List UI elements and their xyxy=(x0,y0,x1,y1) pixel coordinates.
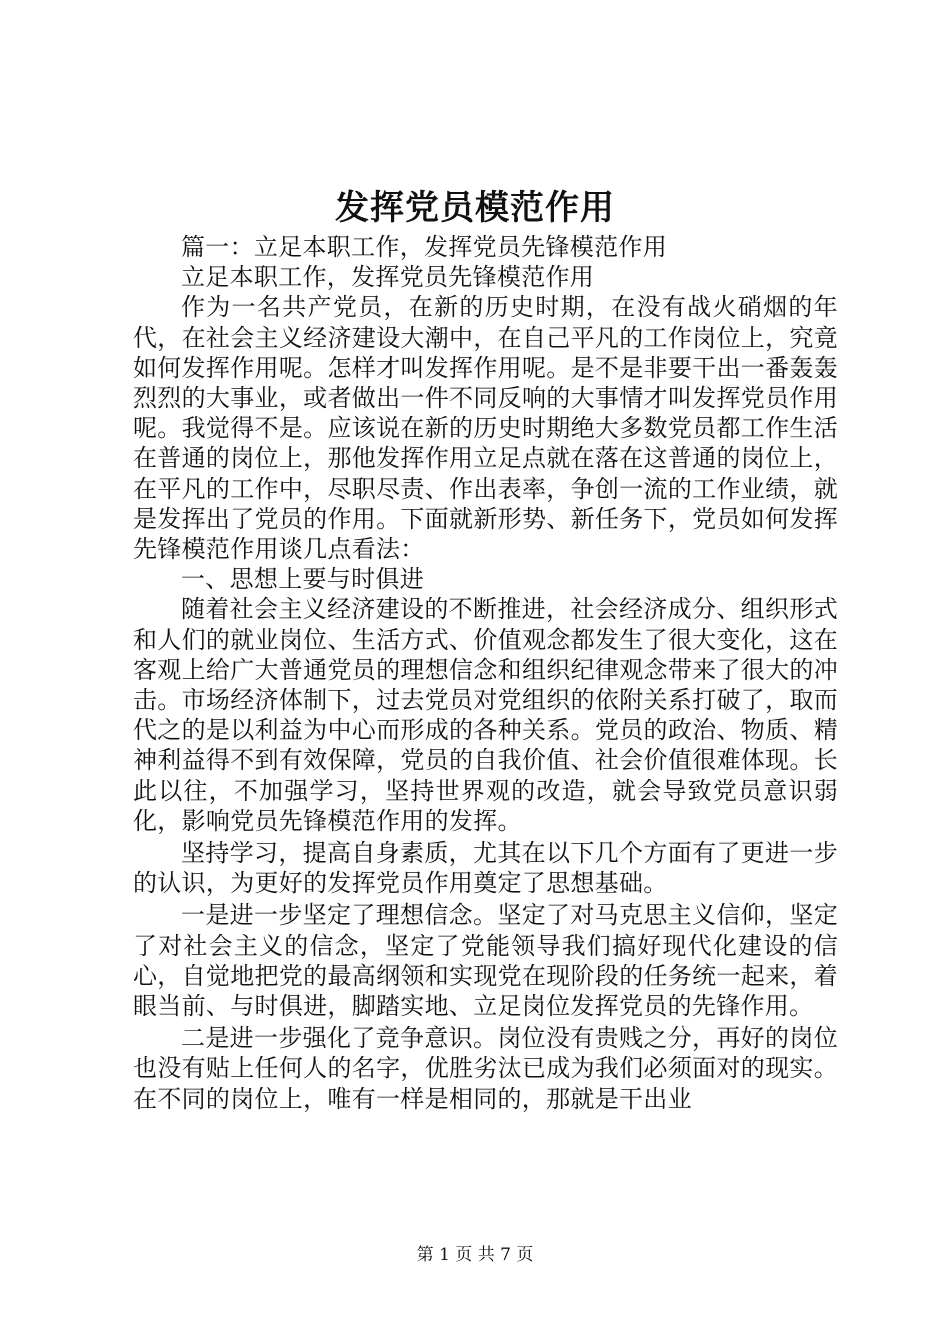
document-title: 发挥党员模范作用 xyxy=(335,188,615,228)
paragraph-point-2: 二是进一步强化了竞争意识。岗位没有贵贱之分，再好的岗位也没有贴上任何人的名字，优胜劣汰已成为我们必须面对的现实。在不同的岗位上，唯有一样是相同的，那就是干出业 xyxy=(133,1024,838,1113)
paragraph-section-1: 随着社会主义经济建设的不断推进，社会经济成分、组织形式和人们的就业岗位、生活方式、价值观念都发生了很大变化，这在客观上给广大普通党员的理想信念和组织纪律观念带来了很大的冲击。市场经济体制下，过去党员对党组织的依附关系打破了，取而代之的是以利益为中心而形成的各种关系。党员的政治、物质、精神利益得不到有效保障，党员的自我价值、社会价值很难体现。长此以往，不加强学习，坚持世界观的改造，就会导致党员意识弱化，影响党员先锋模范作用的发挥。 xyxy=(133,595,838,835)
paragraph-subtitle: 立足本职工作，发挥党员先锋模范作用 xyxy=(181,263,595,292)
paragraph-intro: 作为一名共产党员，在新的历史时期，在没有战火硝烟的年代，在社会主义经济建设大潮中，在自己平凡的工作岗位上，究竟如何发挥作用呢。怎样才叫发挥作用呢。是不是非要干出一番轰轰烈烈的大事业，或者做出一件不同反响的大事情才叫发挥党员作用呢。我觉得不是。应该说在新的历史时期绝大多数党员都工作生活在普通的岗位上，那他发挥作用立足点就在落在这普通的岗位上，在平凡的工作中，尽职尽责、作出表率，争创一流的工作业绩，就是发挥出了党员的作用。下面就新形势、新任务下，党员如何发挥先锋模范作用谈几点看法： xyxy=(133,293,838,564)
section-heading-1: 一、思想上要与时俱进 xyxy=(181,565,424,594)
document-body xyxy=(133,232,838,1114)
paragraph-point-1: 一是进一步坚定了理想信念。坚定了对马克思主义信仰，坚定了对社会主义的信念，坚定了党能领导我们搞好现代化建设的信心，自觉地把党的最高纲领和实现党在现阶段的任务统一起来，着眼当前、与时俱进，脚踏实地、立足岗位发挥党员的先锋作用。 xyxy=(133,901,838,1021)
page-footer: 第 1 页 共 7 页 xyxy=(416,1245,534,1265)
paragraph-study: 坚持学习，提高自身素质，尤其在以下几个方面有了更进一步的认识，为更好的发挥党员作用奠定了思想基础。 xyxy=(133,839,838,898)
paragraph-chapter-heading: 篇一：立足本职工作，发挥党员先锋模范作用 xyxy=(181,233,667,261)
